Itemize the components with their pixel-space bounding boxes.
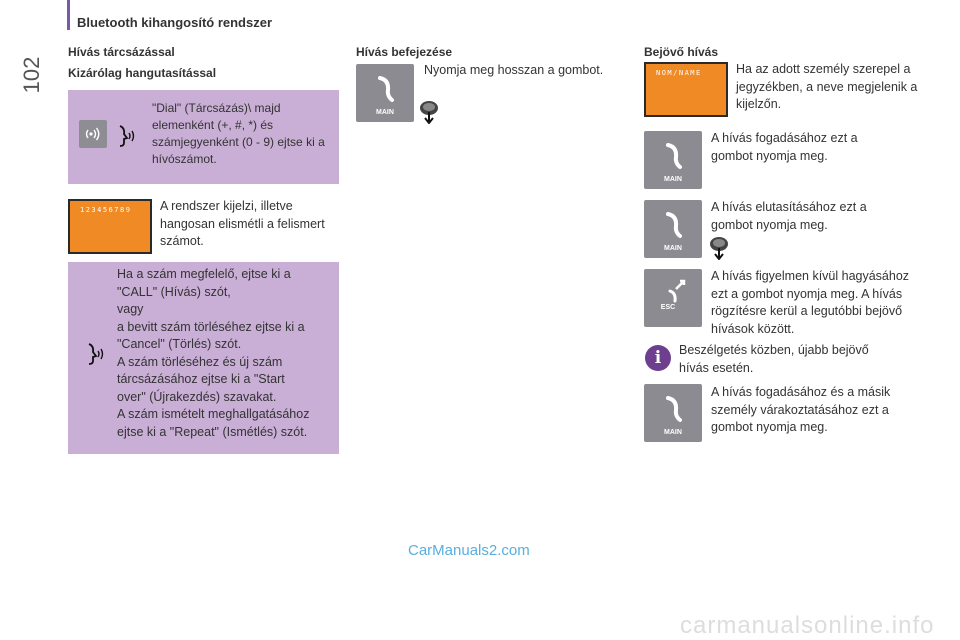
svg-text:MAIN: MAIN xyxy=(376,109,394,116)
main-phone-button-icon xyxy=(356,64,414,122)
voice-only-heading: Kizárólag hangutasítással xyxy=(68,66,217,80)
main-accept-button-icon xyxy=(644,131,702,189)
dial-heading: Hívás tárcsázással xyxy=(68,45,175,59)
incoming-call-heading: Bejövő hívás xyxy=(644,45,719,59)
display-description: A rendszer kijelzi, illetve hangosan elismétli a felismert számot. xyxy=(160,199,325,248)
screen-name-text: NOM/NAME xyxy=(656,69,702,77)
end-call-heading: Hívás befejezése xyxy=(356,45,453,59)
name-display-screen xyxy=(644,62,728,117)
accept-call-text: A hívás fogadásához ezt a gombot nyomja meg. xyxy=(711,131,858,163)
number-display-screen xyxy=(68,199,152,254)
svg-text:MAIN: MAIN xyxy=(664,429,682,436)
speaking-head-icon xyxy=(116,124,138,150)
main-hold-button-icon xyxy=(644,384,702,442)
watermark-carmanualsonline: carmanualsonline.info xyxy=(680,612,935,639)
info-text: Beszélgetés közben, újabb bejövő hívás esetén. xyxy=(679,343,869,375)
confirm-instruction-box xyxy=(68,262,339,454)
long-press-icon xyxy=(418,100,440,124)
screen-number-text: 123456789 xyxy=(80,206,132,214)
svg-text:MAIN: MAIN xyxy=(664,245,682,252)
ignore-call-text: A hívás figyelmen kívül hagyásához ezt a gombot nyomja meg. A hívás rögzítésre kerül a legutóbbi bejövő hívások között. xyxy=(711,269,910,336)
header-title: Bluetooth kihangosító rendszer xyxy=(77,15,273,30)
hold-call-text: A hívás fogadásához és a másik személy várakoztatásához ezt a gombot nyomja meg. xyxy=(711,385,891,434)
speaking-head-icon xyxy=(85,342,107,368)
watermark-carmanuals2[interactable]: CarManuals2.com xyxy=(408,542,530,559)
info-icon: i xyxy=(645,345,671,371)
dial-instruction-box xyxy=(68,90,339,184)
dial-instruction-text: "Dial" (Tárcsázás)\ majd elemenként (+, #, *) és számjegyenként (0 - 9) ejtse ki a hívószámot. xyxy=(152,101,325,166)
header-accent-bar xyxy=(67,0,70,30)
long-press-icon xyxy=(708,236,730,260)
voice-command-button-icon xyxy=(79,120,107,148)
end-call-text: Nyomja meg hosszan a gombot. xyxy=(424,63,604,77)
svg-text:MAIN: MAIN xyxy=(664,176,682,183)
reject-call-text: A hívás elutasításához ezt a gombot nyomja meg. xyxy=(711,200,867,232)
confirm-instruction-text: Ha a szám megfelelő, ejtse ki a "CALL" (Hívás) szót, vagy a bevitt szám törléséhez ejtse ki a "Cancel" (Törlés) szót. A szám törléséhez és új szám tárcsázásához ejtse ki a "Start over" (Újrakezdés) szavakat. A szám ismételt meghallgatásához ejtse ki a "Repeat" (Ismétlés) szót. xyxy=(117,267,310,439)
svg-text:ESC: ESC xyxy=(660,304,676,311)
main-reject-button-icon xyxy=(644,200,702,258)
name-display-description: Ha az adott személy szerepel a jegyzékben, a neve megjelenik a kijelzőn. xyxy=(736,62,918,111)
page-number: 102 xyxy=(19,56,44,94)
esc-button-icon xyxy=(644,269,702,327)
